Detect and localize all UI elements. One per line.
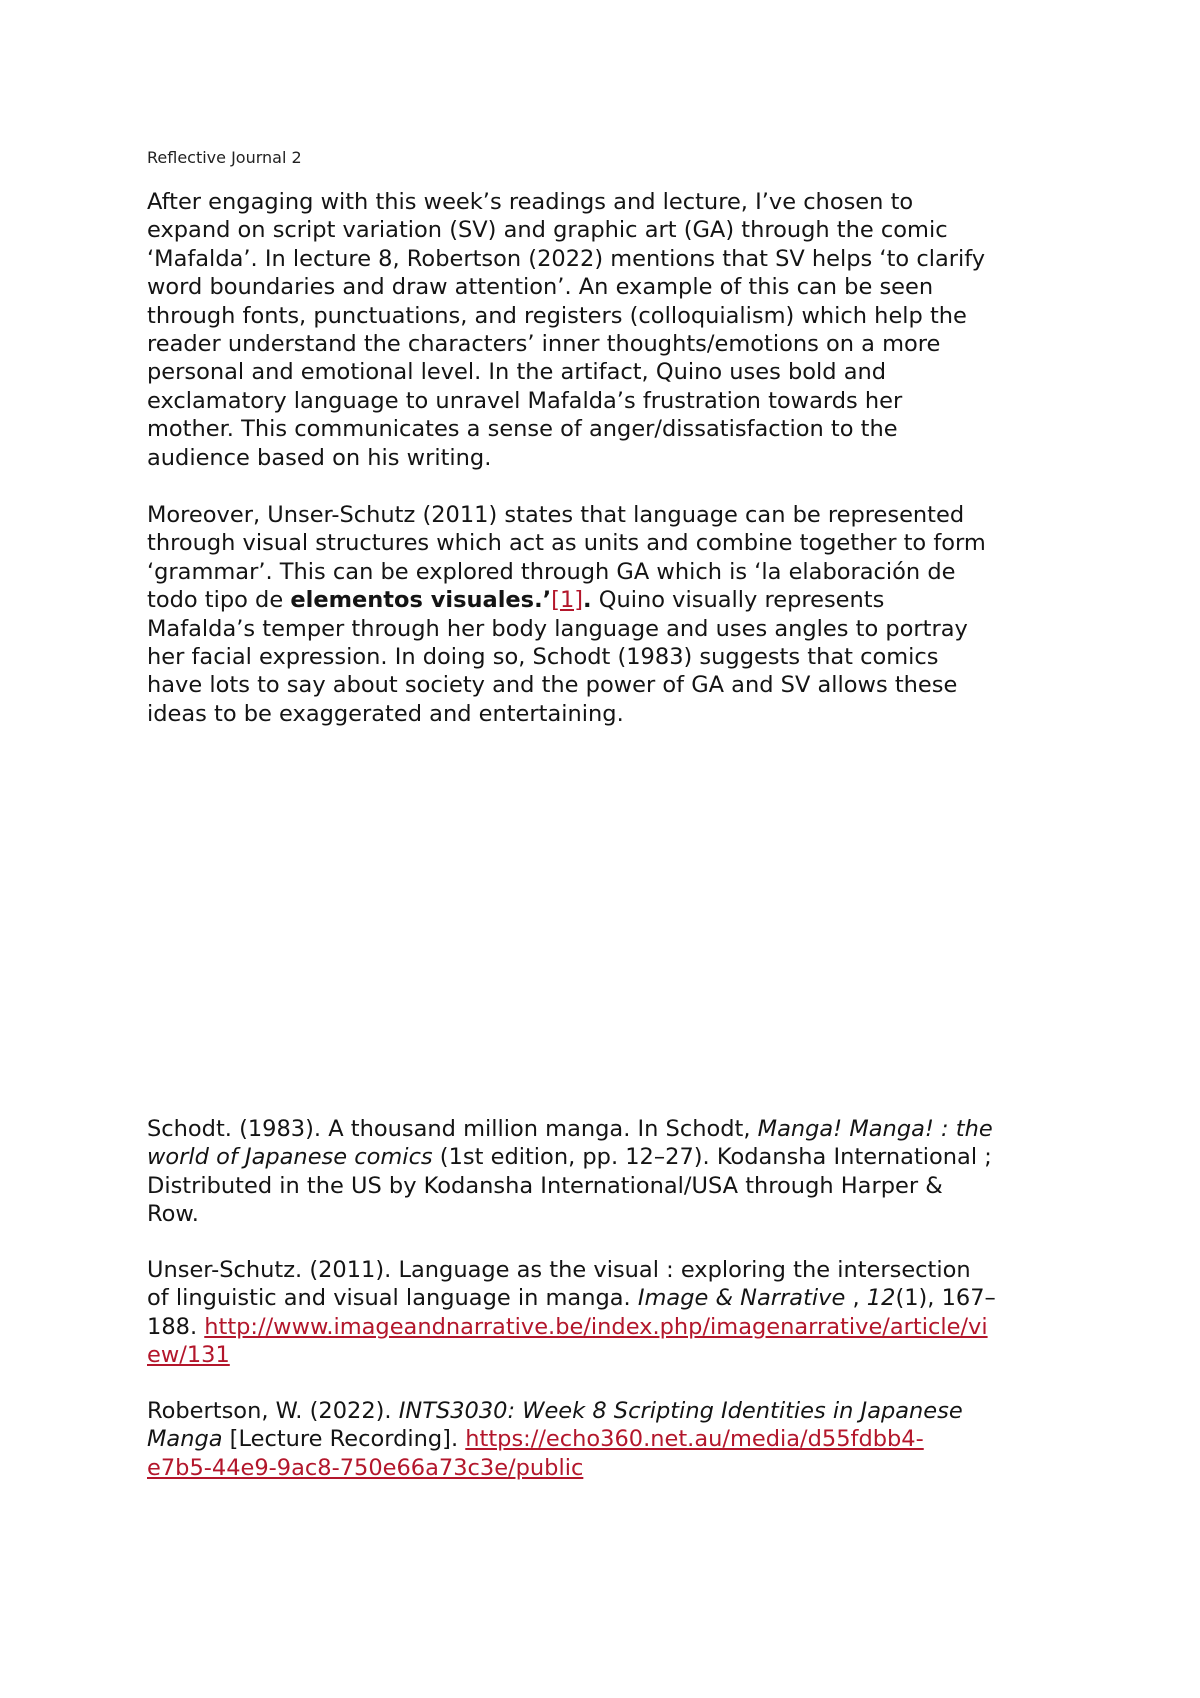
lecture-title: Manga [147,1426,223,1453]
text-run: , [845,1285,867,1312]
reference-line: Unser-Schutz. (2011). Language as the visual : exploring the intersection [147,1257,971,1283]
reference-robertson [147,1397,1067,1482]
paragraph-line: ideas to be exaggerated and entertaining. [147,700,624,727]
journal-title: Image & Narrative [637,1285,846,1312]
paragraph-line: her facial expression. In doing so, Schodt (1983) suggests that comics [147,644,939,671]
reference-line [147,1341,1067,1369]
paragraph-line: mother. This communicates a sense of anger/dissatisfaction to the [147,416,898,443]
paragraph-line: Moreover, Unser-Schutz (2011) states that language can be represented [147,502,965,528]
paragraph-line: reader understand the characters’ inner thoughts/emotions on a more [147,331,941,358]
text-run: Schodt. (1983). A thousand million manga. In Schodt, [147,1116,758,1142]
reference-url-link[interactable]: http://www.imageandnarrative.be/index.php/imagenarrative/article/vi [204,1313,988,1340]
reference-line [147,1115,1067,1143]
book-title: Manga! Manga! : the [757,1116,993,1142]
reference-url-link[interactable]: e7b5-44e9-9ac8-750e66a73c3e/public [147,1454,584,1481]
paragraph-line: through fonts, punctuations, and registers (colloquialism) which help the [147,302,967,329]
bold-quote: elementos visuales.’ [290,587,552,614]
reference-url-link[interactable]: https://echo360.net.au/media/d55fdbb4- [465,1426,924,1453]
paragraph-line: have lots to say about society and the power of GA and SV allows these [147,672,958,699]
text-run: 188. [147,1313,205,1340]
reference-line [147,1284,1067,1312]
footnote-link[interactable]: [1] [551,587,584,614]
reference-line [147,1425,1067,1453]
paragraph-line: through visual structures which act as units and combine together to form [147,530,986,557]
reference-url-link[interactable]: ew/131 [147,1342,230,1369]
paragraph-line: word boundaries and draw attention’. An example of this can be seen [147,274,934,301]
paragraph-line: Mafalda’s temper through her body language and uses angles to portray [147,615,968,642]
reference-unser-schutz [147,1256,1067,1370]
reference-line: Row. [147,1201,199,1228]
paragraph-line: After engaging with this week’s readings and lecture, I’ve chosen to [147,189,914,215]
text-run: Quino visually represents [591,587,885,614]
book-title: world of Japanese comics [147,1144,433,1171]
reference-line: Distributed in the US by Kodansha International/USA through Harper & [147,1172,943,1199]
paragraph-2 [147,501,1067,728]
paragraph-line: personal and emotional level. In the artifact, Quino uses bold and [147,359,887,386]
paragraph-line [147,586,1067,614]
reference-schodt [147,1115,1067,1229]
paragraph-line: expand on script variation (SV) and graphic art (GA) through the comic [147,217,948,244]
text-run: (1), 167– [895,1285,996,1312]
reference-line [147,1454,1067,1482]
paragraph-1 [147,188,1067,472]
text-run: [Lecture Recording]. [222,1426,466,1453]
document-header: Reflective Journal 2 [147,148,302,167]
lecture-title: INTS3030: Week 8 Scripting Identities in Japanese [398,1398,963,1424]
reference-line [147,1397,1067,1425]
paragraph-line: exclamatory language to unravel Mafalda’s frustration towards her [147,387,903,414]
text-run: Robertson, W. (2022). [147,1398,399,1424]
reference-line [147,1143,1067,1171]
paragraph-line: audience based on his writing. [147,444,492,471]
bold-period: . [583,587,592,614]
text-run: todo tipo de [147,587,291,614]
paragraph-line: ‘Mafalda’. In lecture 8, Robertson (2022) mentions that SV helps ‘to clarify [147,245,986,272]
text-run: of linguistic and visual language in manga. [147,1285,638,1312]
paragraph-line: ‘grammar’. This can be explored through GA which is ‘la elaboración de [147,558,956,585]
reference-line [147,1313,1067,1341]
text-run: (1st edition, pp. 12–27). Kodansha International ; [432,1144,992,1171]
journal-volume: 12 [866,1285,896,1312]
